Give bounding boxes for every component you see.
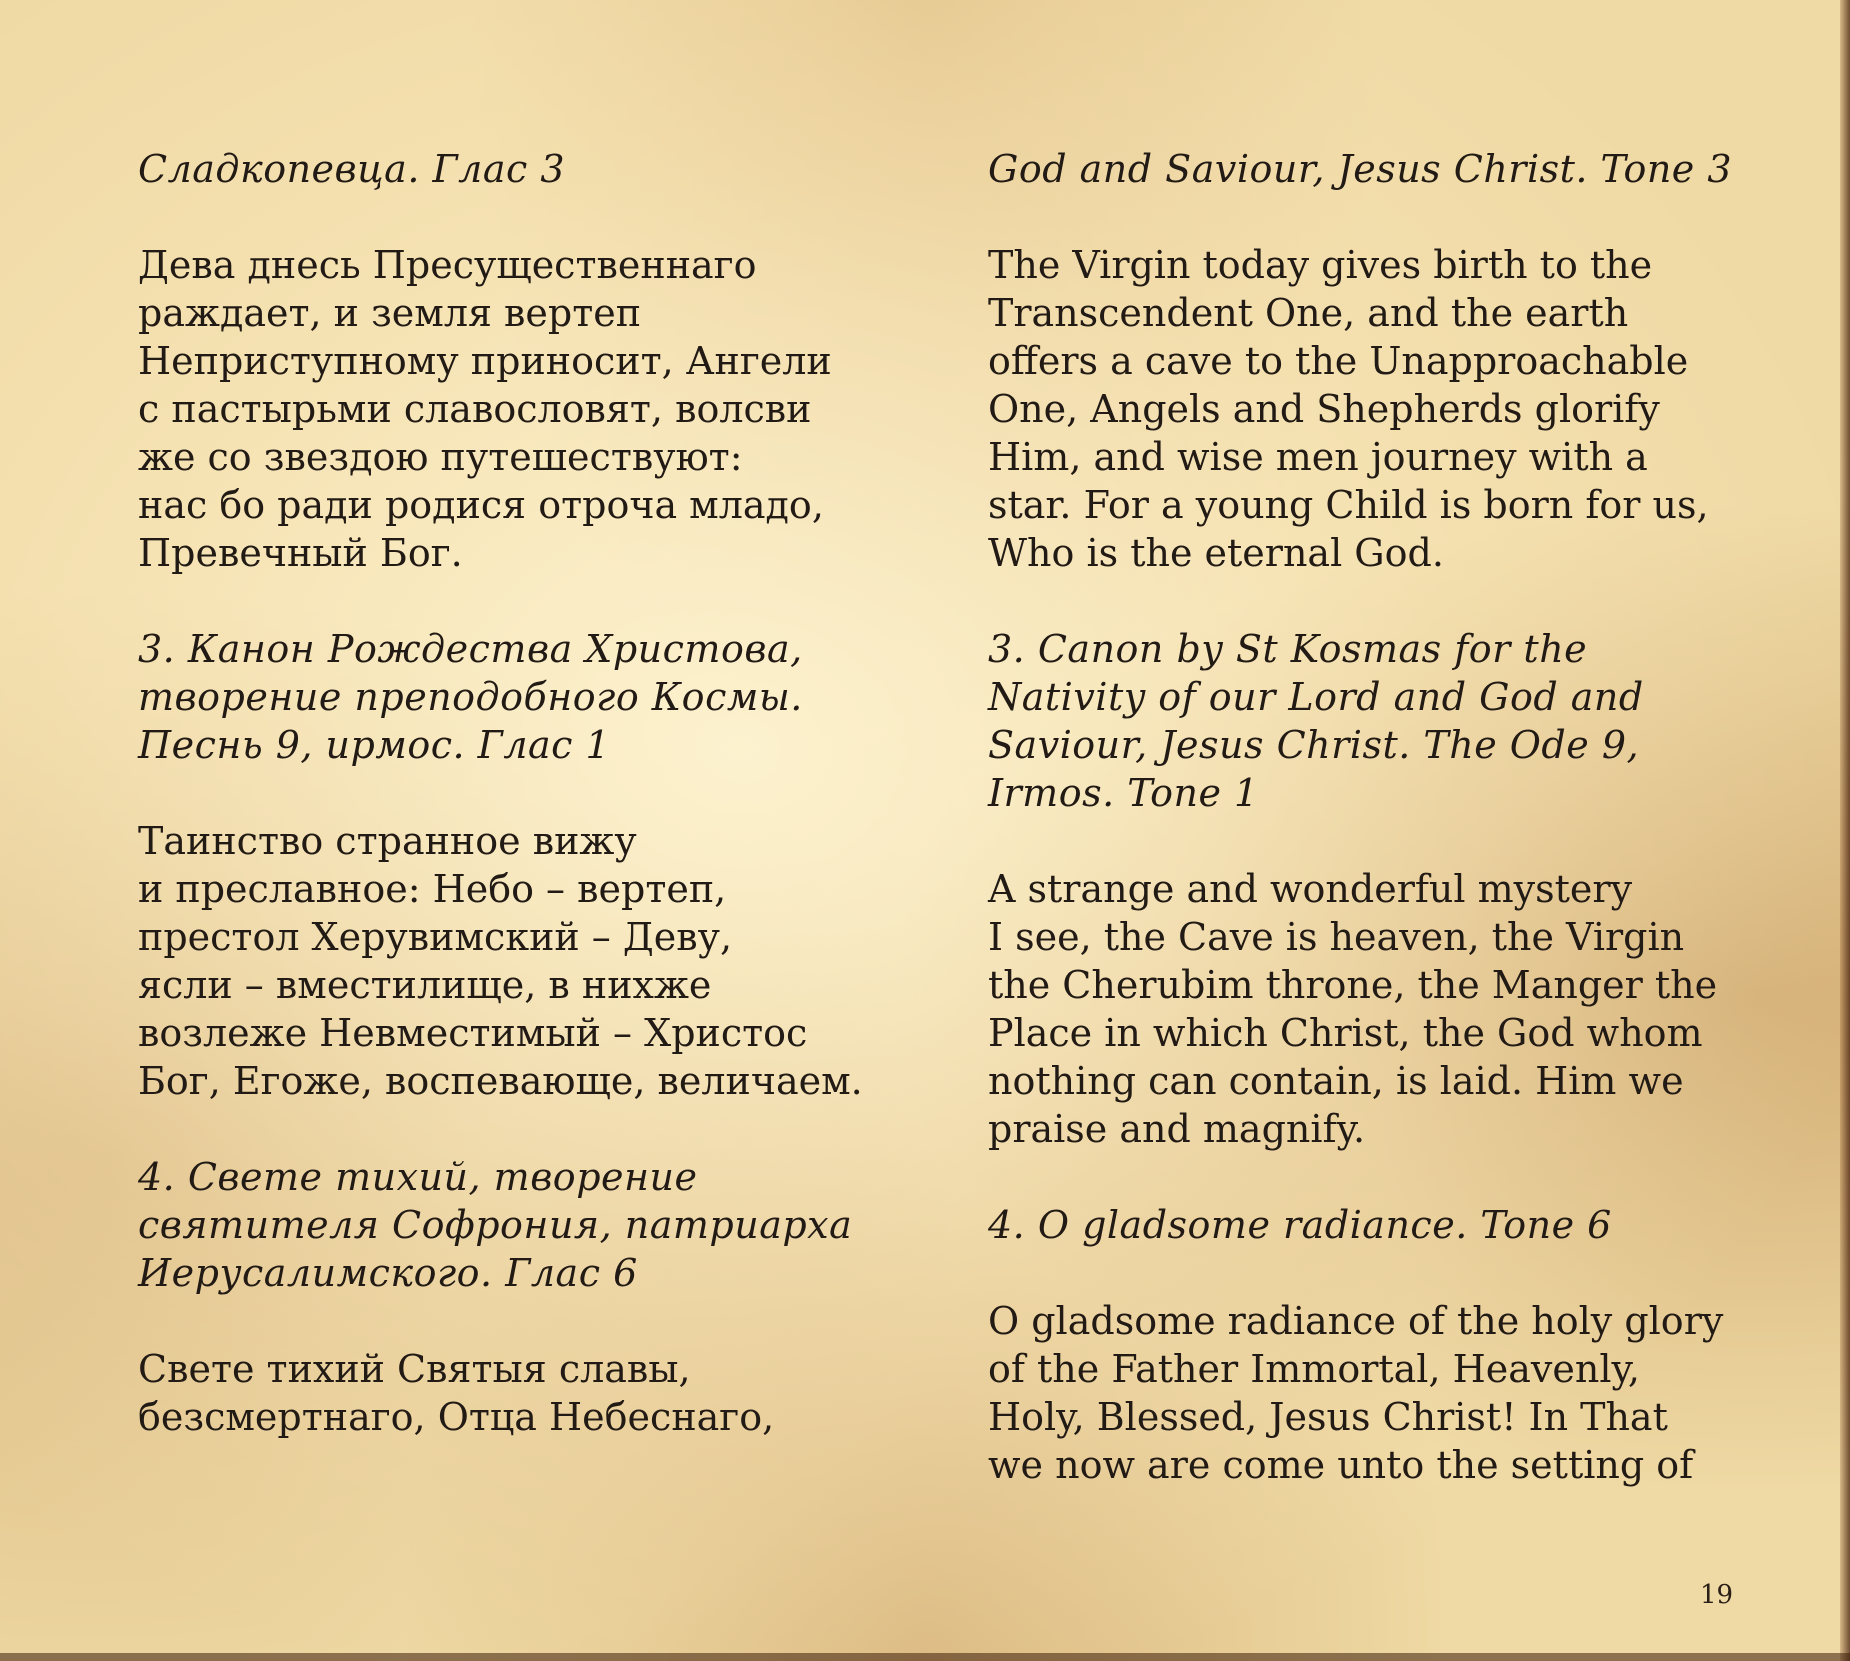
text-line: praise and magnify.: [988, 1107, 1366, 1151]
ru-text-1: [138, 241, 878, 577]
en-text-3: [988, 1297, 1724, 1489]
text-line: One, Angels and Shepherds glorify: [988, 387, 1660, 431]
text-line: star. For a young Child is born for us,: [988, 483, 1709, 527]
text-line: с пастырьми славословят, волсви: [138, 387, 812, 431]
text-line: Сладкопевца. Глас 3: [138, 147, 566, 191]
text-line: Saviour, Jesus Christ. The Ode 9,: [988, 723, 1640, 767]
ru-heading-3: [138, 1153, 878, 1297]
page-edge-shadow: [1840, 0, 1850, 1661]
text-line: Неприступному приносит, Ангели: [138, 339, 832, 383]
text-line: Иерусалимского. Глас 6: [138, 1251, 638, 1295]
text-line: Дева днесь Пресущественнаго: [138, 243, 757, 287]
text-line: престол Херувимский – Деву,: [138, 915, 733, 959]
text-line: и преславное: Небо – вертеп,: [138, 867, 727, 911]
ru-heading-1: [138, 145, 878, 193]
text-line: we now are come unto the setting of: [988, 1443, 1694, 1487]
en-text-2: [988, 865, 1718, 1153]
text-line: Превечный Бог.: [138, 531, 463, 575]
text-line: Nativity of our Lord and God and: [988, 675, 1644, 719]
text-line: возлеже Невместимый – Христос: [138, 1011, 808, 1055]
ru-text-2: [138, 817, 878, 1105]
text-line: же со звездою путешествуют:: [138, 435, 743, 479]
text-line: the Cherubim throne, the Manger the: [988, 963, 1718, 1007]
text-line: Transcendent One, and the earth: [988, 291, 1629, 335]
page-number: 19: [1700, 1580, 1734, 1610]
russian-column: [138, 145, 878, 1489]
text-line: раждает, и земля вертеп: [138, 291, 642, 335]
text-line: 3. Canon by St Kosmas for the: [988, 627, 1588, 671]
text-line: ясли – вместилище, в нихже: [138, 963, 712, 1007]
text-line: святителя Софрония, патриарха: [138, 1203, 853, 1247]
text-line: of the Father Immortal, Heavenly,: [988, 1347, 1640, 1391]
text-line: A strange and wonderful mystery: [988, 867, 1633, 911]
ru-text-3: [138, 1345, 878, 1441]
text-line: offers a cave to the Unapproachable: [988, 339, 1689, 383]
text-line: Him, and wise men journey with a: [988, 435, 1648, 479]
text-line: Irmos. Tone 1: [988, 771, 1259, 815]
text-line: Таинство странное вижу: [138, 819, 637, 863]
text-line: нас бо ради родися отроча младо,: [138, 483, 824, 527]
text-line: nothing can contain, is laid. Him we: [988, 1059, 1684, 1103]
text-line: Свете тихий Святыя славы,: [138, 1347, 691, 1391]
text-line: безсмертнаго, Отца Небеснаго,: [138, 1395, 775, 1439]
english-column: [988, 145, 1733, 1537]
text-line: Holy, Blessed, Jesus Christ! In That: [988, 1395, 1668, 1439]
en-text-1: [988, 241, 1718, 577]
en-heading-1: [988, 145, 1733, 193]
text-line: Бог, Егоже, воспевающе, величаем.: [138, 1059, 863, 1103]
text-line: The Virgin today gives birth to the: [988, 243, 1653, 287]
text-line: Who is the eternal God.: [988, 531, 1444, 575]
text-line: God and Saviour, Jesus Christ. Tone 3: [988, 147, 1733, 191]
page-bottom-edge: [0, 1653, 1850, 1661]
text-line: 3. Канон Рождества Христова,: [138, 627, 803, 671]
en-heading-2: [988, 625, 1718, 817]
text-line: O gladsome radiance of the holy glory: [988, 1299, 1724, 1343]
ru-heading-2: [138, 625, 878, 769]
text-line: Place in which Christ, the God whom: [988, 1011, 1703, 1055]
text-line: творение преподобного Космы.: [138, 675, 803, 719]
text-line: 4. Свете тихий, творение: [138, 1155, 698, 1199]
text-line: I see, the Cave is heaven, the Virgin: [988, 915, 1685, 959]
text-line: Песнь 9, ирмос. Глас 1: [138, 723, 611, 767]
text-line: 4. O gladsome radiance. Tone 6: [988, 1203, 1612, 1247]
en-heading-3: [988, 1201, 1718, 1249]
